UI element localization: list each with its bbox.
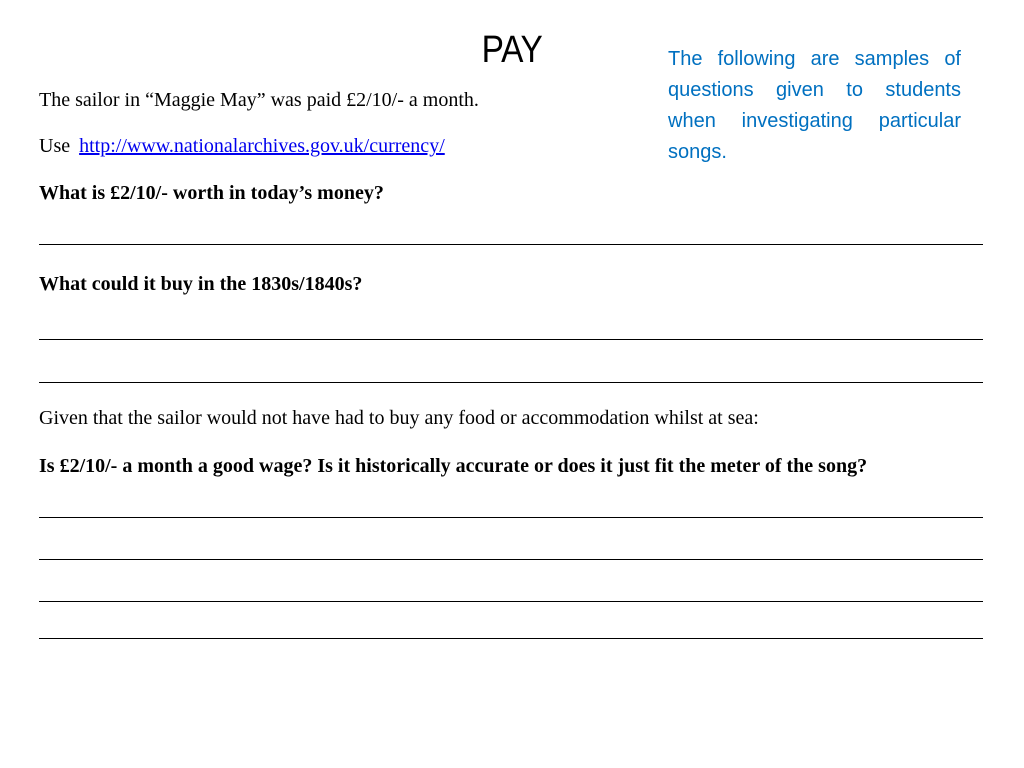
question-2: What could it buy in the 1830s/1840s? xyxy=(39,273,363,295)
answer-line-5[interactable] xyxy=(39,559,983,560)
question-1: What is £2/10/- worth in today’s money? xyxy=(39,182,384,204)
answer-line-6[interactable] xyxy=(39,601,983,602)
teacher-note: The following are samples of questions given to students when investigating particular songs. xyxy=(668,48,961,163)
page-title: PAY xyxy=(481,29,543,71)
answer-line-2[interactable] xyxy=(39,339,983,340)
answer-line-4[interactable] xyxy=(39,517,983,518)
currency-converter-link[interactable]: http://www.nationalarchives.gov.uk/currency/ xyxy=(79,135,445,157)
context-text: Given that the sailor would not have had to buy any food or accommodation whilst at sea: xyxy=(39,407,759,429)
use-line xyxy=(39,133,445,159)
answer-line-1[interactable] xyxy=(39,244,983,245)
answer-line-3[interactable] xyxy=(39,382,983,383)
question-3: Is £2/10/- a month a good wage? Is it historically accurate or does it just fit the meter of the song? xyxy=(39,455,868,477)
intro-text: The sailor in “Maggie May” was paid £2/10/- a month. xyxy=(39,89,479,111)
answer-line-7[interactable] xyxy=(39,638,983,639)
use-prefix: Use xyxy=(39,135,71,157)
